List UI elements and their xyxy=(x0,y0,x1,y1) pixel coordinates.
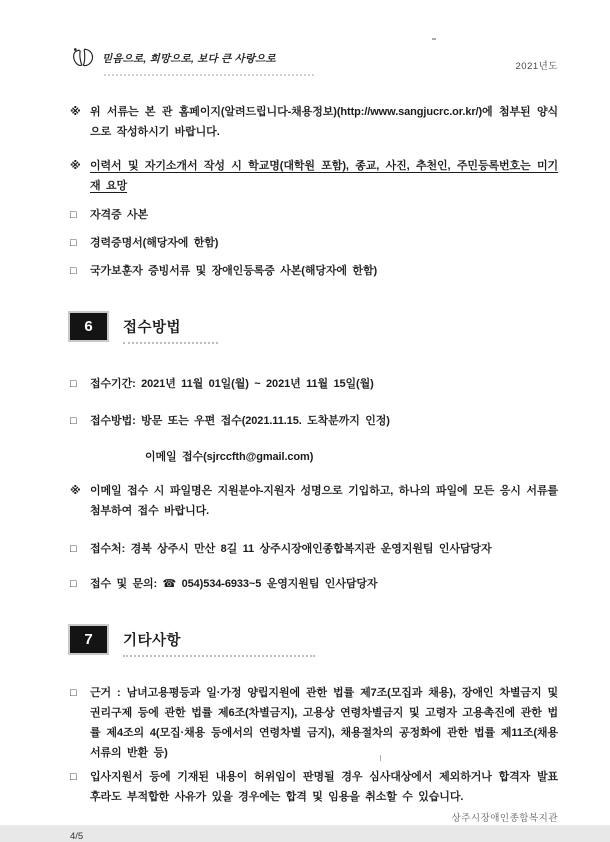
scan-artifact xyxy=(380,755,381,761)
reference-marker: ※ xyxy=(70,160,81,172)
section-number-badge: 7 xyxy=(70,626,107,653)
checkbox-marker: □ xyxy=(70,378,77,390)
item-reception-address: □ 접수처: 경북 상주시 만산 8길 11 상주시장애인종합복지관 운영지원팀 인사담당자 xyxy=(70,539,558,559)
reference-marker: ※ xyxy=(70,106,81,118)
checklist-item-license-copy: □ 자격증 사본 xyxy=(70,205,558,225)
checkbox-marker: □ xyxy=(70,687,77,699)
people-heart-logo-icon xyxy=(70,46,96,70)
checkbox-marker: □ xyxy=(70,578,77,590)
checkbox-marker: □ xyxy=(70,265,77,277)
note-email-filename: ※ 이메일 접수 시 파일명은 지원분야-지원자 성명으로 기입하고, 하나의 파일에 모든 응시 서류를 첨부하여 접수 바랍니다. xyxy=(70,481,558,521)
item-reception-period: □ 접수기간: 2021년 11월 01일(월) ~ 2021년 11월 15일(월) xyxy=(70,374,558,394)
item-reception-contact: □ 접수 및 문의: ☎ 054)534-6933~5 운영지원팀 인사담당자 xyxy=(70,574,558,594)
document-header xyxy=(70,46,558,76)
checkbox-marker: □ xyxy=(70,771,77,783)
scan-artifact-line xyxy=(123,342,218,344)
section-7-header xyxy=(70,626,558,657)
page-number: 4/5 xyxy=(70,831,84,842)
item-reception-method: □ 접수방법: 방문 또는 우편 접수(2021.11.15. 도착분까지 인정) xyxy=(70,411,558,431)
note-homepage-form: ※ 위 서류는 본 관 홈페이지(알려드립니다-채용정보)(http://www.sangjucrc.or.kr/)에 첨부된 양식으로 작성하시기 바랍니다. xyxy=(70,102,558,142)
section-number-badge: 6 xyxy=(70,313,107,340)
section-6-header xyxy=(70,313,558,344)
checklist-item-veteran-disability-docs: □ 국가보훈자 증빙서류 및 장애인등록증 사본(해당자에 한함) xyxy=(70,261,558,281)
section-title: 접수방법 xyxy=(123,320,182,336)
checkbox-marker: □ xyxy=(70,543,77,555)
year-label: 2021년도 xyxy=(515,61,558,72)
scan-artifact xyxy=(432,38,436,40)
checkbox-marker: □ xyxy=(70,209,77,221)
organization-name: 상주시장애인종합복지관 xyxy=(451,813,558,824)
item-email-reception: 이메일 접수(sjrccfth@gmail.com) xyxy=(145,451,314,463)
section-title: 기타사항 xyxy=(123,633,182,649)
scan-artifact-line xyxy=(104,73,314,76)
item-legal-basis: □ 근거 : 남녀고용평등과 일·가정 양립지원에 관한 법률 제7조(모집과 채용), 장애인 차별금지 및 권리구제 등에 관한 법률 제6조(차별금지), 고용상 연령차별금지 및 고령자 고용촉진에 관한 법률 제4조의 4(모집·채용 등에서의 연령차별 금지), 채용절차의 공정화에 관한 법률 제11조(채용서류의 반환 등) xyxy=(70,683,558,763)
checklist-item-career-certificate: □ 경력증명서(해당자에 한함) xyxy=(70,233,558,253)
checkbox-marker: □ xyxy=(70,237,77,249)
checkbox-marker: □ xyxy=(70,415,77,427)
note-resume-exclusions: ※ 이력서 및 자기소개서 작성 시 학교명(대학원 포함), 종교, 사진, 추천인, 주민등록번호는 미기재 요망 xyxy=(70,156,558,196)
reference-marker: ※ xyxy=(70,485,81,497)
org-slogan: 믿음으로, 희망으로, 보다 큰 사랑으로 xyxy=(102,52,276,65)
scan-artifact-line xyxy=(123,655,315,657)
item-false-statement-clause: □ 입사지원서 등에 기재된 내용이 허위임이 판명될 경우 심사대상에서 제외하거나 합격자 발표 후라도 부적합한 사유가 있을 경우에는 합격 및 임용을 취소할 수 있습니다. xyxy=(70,767,558,807)
